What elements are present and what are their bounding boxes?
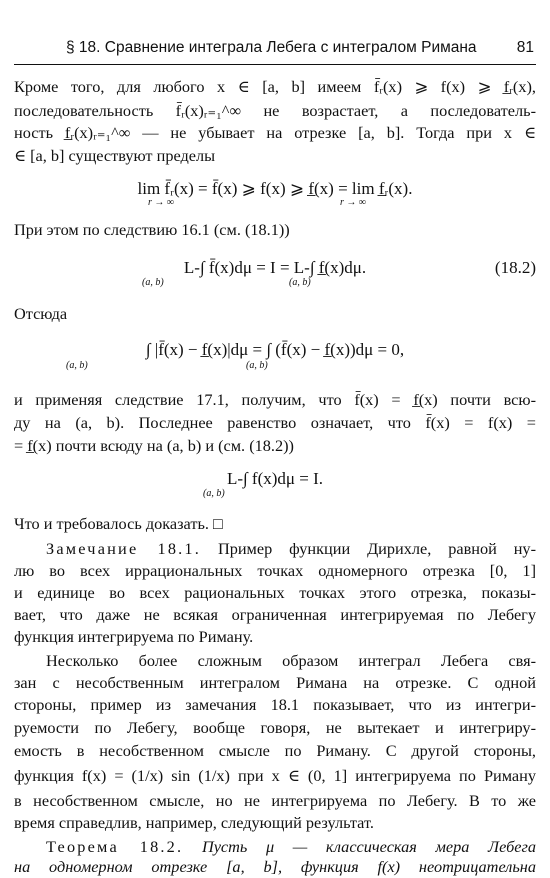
text-line: вает, что даже не всякая ограниченная интегрируемая по Лебегу: [14, 605, 536, 624]
text-line: руемости по Лебегу, вообще говоря, не вытекает и интегриру-: [14, 718, 536, 737]
equation-limits: [14, 178, 536, 200]
text-line: При этом по следствию 16.1 (см. (18.1)): [14, 220, 290, 239]
theorem-first-line: [14, 836, 536, 858]
equation-number: (18.2): [494, 258, 536, 277]
theorem-heading: Теорема 18.2.: [46, 837, 184, 856]
remark-heading: Замечание 18.1.: [46, 539, 202, 558]
text-line: ду на (a, b). Последнее равенство означает, что f̄(x) = f(x) =: [14, 413, 536, 432]
text-line: в несобственном смысле, но не интегрируема по Лебегу. В то же: [14, 791, 536, 810]
integral-subscript: (a, b): [246, 360, 268, 371]
text-line: и применяя следствие 17.1, получим, что f̄(x) = f̲(x) почти всю-: [14, 390, 536, 409]
text-line: на одномерном отрезке [a, b], функция f(x) неотрицательна: [14, 857, 536, 876]
text-line: Отсюда: [14, 304, 68, 323]
integral-subscript: (a, b): [142, 277, 164, 288]
equation-text: L-∫ f̄(x)dμ = I = L-∫ f̲(x)dμ.: [183, 258, 367, 277]
page-number: 81: [516, 39, 534, 56]
limit-subscript: r → ∞: [148, 197, 175, 208]
remark-text: Пример функции Дирихле, равной ну-: [201, 539, 536, 558]
section-title: § 18. Сравнение интеграла Лебега с интегралом Римана: [66, 39, 477, 56]
text-line: ность f̲ᵣ(x)ᵣ₌₁^∞ — не убывает на отрезке [a, b]. Тогда при x ∈: [14, 123, 536, 142]
text-line: время справедлив, например, следующий результат.: [14, 813, 374, 832]
integral-subscript: (a, b): [289, 277, 311, 288]
text-line: и единице во всех рациональных точках этого отрезка, показы-: [14, 583, 536, 602]
equation-text: lim f̄ᵣ(x) = f̄(x) ⩾ f(x) ⩾ f̲(x) = lim f̲ᵣ(x).: [137, 179, 413, 198]
text-line: последовательность f̄ᵣ(x)ᵣ₌₁^∞ не возрастает, а последователь-: [14, 101, 536, 120]
text-line: стороны, пример из замечания 18.1 показывает, что из интегри-: [14, 695, 536, 714]
equation-result: [14, 468, 536, 490]
equation-difference: [14, 339, 536, 361]
integral-subscript: (a, b): [66, 360, 88, 371]
text-line: функция интегрируема по Риману.: [14, 627, 254, 646]
text-line: зан с несобственным интегралом Римана на отрезке. С одной: [14, 673, 536, 692]
remark-first-line: [14, 538, 536, 560]
theorem-text: Пусть μ — классическая мера Лебега: [183, 837, 536, 856]
text-line: ∈ [a, b] существуют пределы: [14, 146, 216, 165]
equation-text: L-∫ f(x)dμ = I.: [226, 469, 324, 488]
text-line: лю во всех иррациональных точках одномерного отрезка [0, 1]: [14, 561, 536, 580]
text-line: функция f(x) = (1/x) sin (1/x) при x ∈ (0, 1] интегрируема по Риману: [14, 766, 536, 785]
running-header: [14, 34, 536, 65]
integral-subscript: (a, b): [203, 488, 225, 499]
text-line: Кроме того, для любого x ∈ [a, b] имеем f̄ᵣ(x) ⩾ f(x) ⩾ f̲ᵣ(x),: [14, 77, 536, 96]
text-line: Что и требовалось доказать. □: [14, 514, 223, 533]
equation-text: ∫ |f̄(x) − f̲(x)|dμ = ∫ (f̄(x) − f̲(x))dμ = 0,: [145, 340, 405, 359]
text-line: Несколько более сложным образом интеграл Лебега свя-: [46, 651, 536, 670]
text-line: = f̲(x) почти всюду на (a, b) и (см. (18.2)): [14, 436, 294, 455]
text-line: емость в несобственном смысле по Риману. С другой стороны,: [14, 741, 536, 760]
equation-18-2: [14, 257, 536, 279]
limit-subscript: r → ∞: [340, 197, 367, 208]
